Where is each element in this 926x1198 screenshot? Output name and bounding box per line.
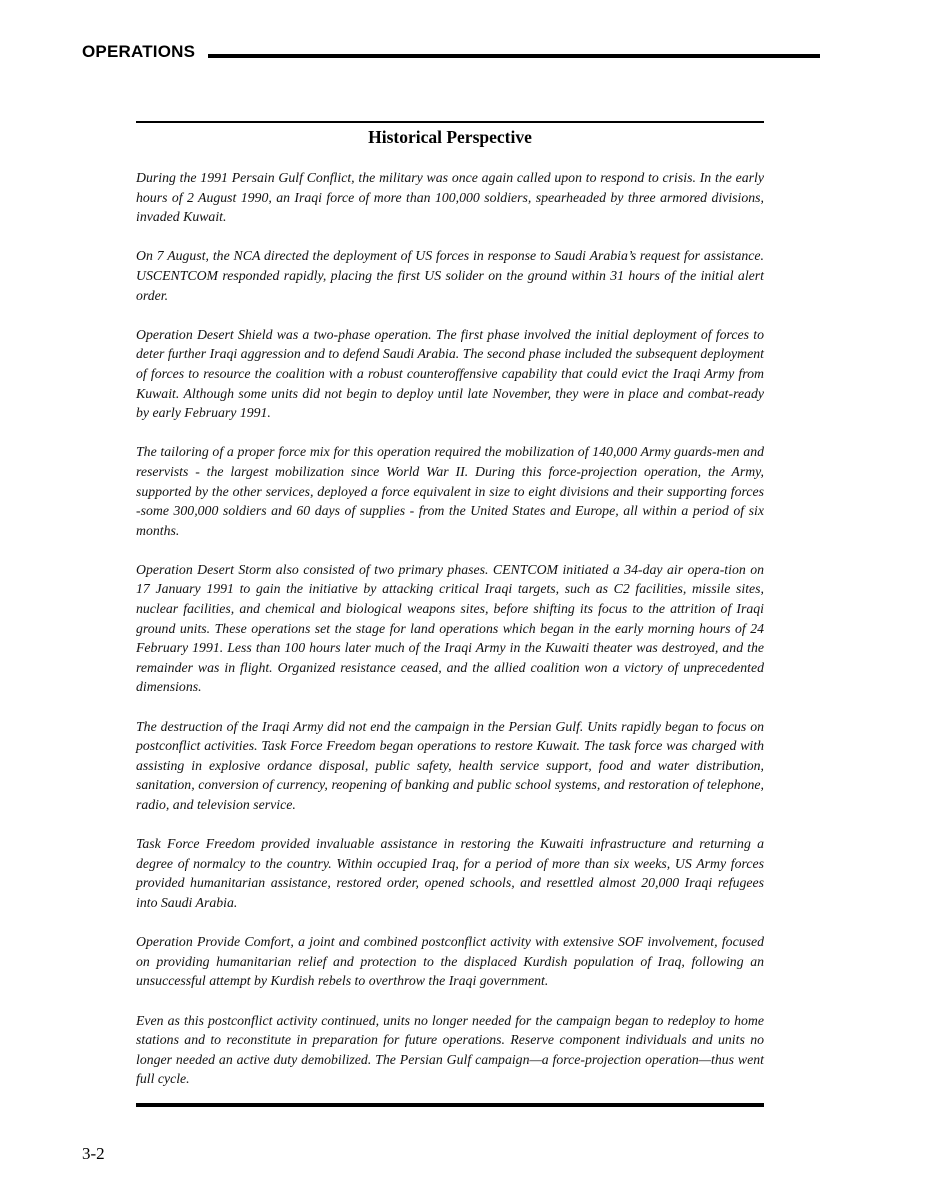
paragraph: The tailoring of a proper force mix for this operation required the mobilization of 140,000 Army guards-men and reservists - the largest mobilization since World War II. During this force-projection operation, the Army, supported by the other services, deployed a force equivalent in size to eight divisions and their supporting forces -some 300,000 soldiers and 60 days of supplies - from the United States and Europe, all within a period of six months. bbox=[136, 444, 764, 538]
paragraph: Operation Desert Storm also consisted of two primary phases. CENTCOM initiated a 34-day air opera-tion on 17 January 1991 to gain the initiative by attacking critical Iraqi targets, such as C2 facilities, missile sites, nuclear facilities, and chemical and biological weapons sites, before shifting its focus to the attrition of Iraqi ground units. These operations set the stage for land operations which began in the early morning hours of 24 February 1991. Less than 100 hours later much of the Iraqi Army in the Kuwaiti theater was destroyed, and the remainder was in flight. Organized resistance ceased, and the allied coalition won a victory of unprecedented dimensions. bbox=[136, 561, 764, 695]
paragraph: On 7 August, the NCA directed the deployment of US forces in response to Saudi Arabia’s request for assistance. USCENTCOM responded rapidly, placing the first US solider on the ground within 31 hours of the initial alert order. bbox=[136, 248, 764, 303]
box-body bbox=[136, 168, 764, 1109]
page-number: 3-2 bbox=[82, 1144, 105, 1163]
paragraph: During the 1991 Persain Gulf Conflict, the military was once again called upon to respond to crisis. In the early hours of 2 August 1990, an Iraqi force of more than 100,000 soldiers, spearheaded by three armored divisions, invaded Kuwait. bbox=[136, 170, 764, 225]
box-bottom-rule bbox=[136, 1103, 764, 1107]
paragraph: Operation Desert Shield was a two-phase operation. The first phase involved the initial deployment of forces to deter further Iraqi aggression and to defend Saudi Arabia. The second phase included the subsequent deployment of forces to resource the coalition with a robust counteroffensive capability that could evict the Iraqi Army from Kuwait. Although some units did not begin to deploy until late November, they were in place and combat-ready by early February 1991. bbox=[136, 326, 764, 421]
paragraph: Even as this postconflict activity continued, units no longer needed for the campaign began to redeploy to home stations and to reconstitute in preparation for future operations. Reserve component individuals and units no longer needed an active duty demobilized. The Persian Gulf campaign—a force-projection operation—thus went full cycle. bbox=[136, 1012, 764, 1087]
page-header bbox=[82, 40, 820, 66]
section-title: OPERATIONS bbox=[82, 42, 196, 61]
box-title: Historical Perspective bbox=[368, 127, 532, 147]
historical-perspective-box bbox=[136, 121, 764, 1107]
header-rule bbox=[208, 54, 820, 58]
paragraph: Operation Provide Comfort, a joint and combined postconflict activity with extensive SOF involvement, focused on providing humanitarian relief and protection to the displaced Kurdish population of Iraq, following an unsuccessful attempt by Kurdish rebels to overthrow the Iraqi government. bbox=[136, 934, 764, 989]
paragraph: The destruction of the Iraqi Army did not end the campaign in the Persian Gulf. Units rapidly began to focus on postconflict activities. Task Force Freedom began operations to restore Kuwait. The task force was charged with assisting in explosive ordance disposal, public safety, health service support, food and water distribution, sanitation, conversion of currency, reopening of banking and public school systems, and restoration of telephone, radio, and television service. bbox=[136, 718, 764, 812]
box-top-rule bbox=[136, 121, 764, 123]
paragraph: Task Force Freedom provided invaluable assistance in restoring the Kuwaiti infrastructure and returning a degree of normalcy to the country. Within occupied Iraq, for a period of more than six weeks, US Army forces provided humanitarian assistance, restored order, opened schools, and resettled almost 20,000 Iraqi refugees into Saudi Arabia. bbox=[136, 836, 764, 910]
